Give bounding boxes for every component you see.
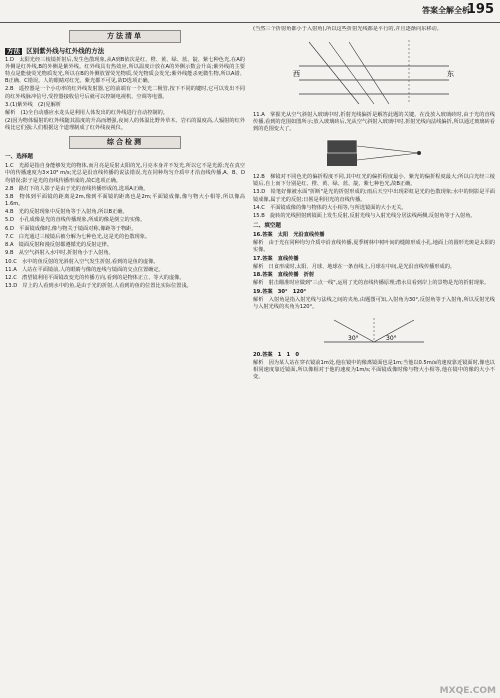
left-column xyxy=(5,26,245,694)
reflection-figure xyxy=(314,314,434,348)
choice-answer: 4.B 光的反射现象中反射角等于入射角,所以B正确。 xyxy=(5,209,128,216)
choice-answer: 1.C 光源是指自身能够发光的物体,而月亮是反射太阳的光,月亮本身并不发光,所以它不是光源;光在真空中的传播速度为3×10⁸ m/s;光总是沿直线传播的说法错误,光在同种均匀介质中才沿直线传播,A、B、D均错误;影子是光的直线传播形成的,故C选项正确。 xyxy=(5,163,245,184)
choice-answer: 7.C 白光通过三棱镜后被分解为七种色光,这是光的色散现象。 xyxy=(5,233,151,240)
answer-15: 15.B 旋转的光线照射到镜面上发生反射,反射光线与入射光线分居法线两侧,反射角等于入射角。 xyxy=(253,212,476,219)
answer-18-explain: 解析 射击瞄准时应做到"三点一线",运用了光的直线传播原理;潜水员看到岸上的景物是光的折射现象。 xyxy=(253,280,490,287)
glass-block-figure xyxy=(319,136,429,170)
answer-13: 13.D 铅笔好像被水面"折断"是光的折射形成的;雨后天空中出现彩虹是光的色散现象;水中的倒影是平面镜成像,属于光的反射;日晷是利用光的直线传播。 xyxy=(253,189,495,203)
west-label: 西 xyxy=(293,70,300,79)
east-label: 东 xyxy=(447,70,454,79)
eye-point xyxy=(417,151,421,155)
method-title: 区别紫外线与红外线的方法 xyxy=(26,47,105,56)
choice-answer: 9.B 从空气斜射入水中时,折射角小于入射角。 xyxy=(5,250,114,257)
answer-18: 18.答案 直线传播 折射 xyxy=(253,272,315,279)
answer-20: 20.答案 1 1 0 xyxy=(253,351,299,358)
answer-3-explain-1: 解析 (1)全自动感应水龙头是利用人体发出的红外线进行自动控制的。 xyxy=(5,109,168,116)
answer-17: 17.答案 直线传播 xyxy=(253,255,299,262)
choice-answer: 8.A 镜面反射和漫反射都遵循光的反射定律。 xyxy=(5,242,113,249)
page-header xyxy=(0,0,500,23)
right-column xyxy=(253,26,495,694)
angle-label: 30° xyxy=(386,334,397,342)
answer-3: 3.(1)紫外线 (2)见解析 xyxy=(5,101,61,108)
ray-line xyxy=(349,42,389,104)
answer-2: 2.B 遥控器是一个小功率的红外线发射器,它的前端有一个发光二极管,按下不同的键时,它可以发出不同的红外线脉冲信号,受控器接收信号后就可以控制电视机、空调等电器。 xyxy=(5,86,245,100)
choice-answer: 13.D 岸上的人看到水中的鱼,是由于光的折射,人看到的鱼的位置比实际位置浅。 xyxy=(5,283,192,290)
answer-1: 1.D 太阳光经三棱镜折射后,发生色散现象,从A到B依次是红、橙、黄、绿、蓝、靛、紫七种色光,在A的外侧是红外线,B的外侧是紫外线。红外线具有热效应,所以温度计放在A的外侧示数会升高;紫外线的主要特点是能使荧光物质发光,所以在B的外侧放置荧光物质,荧光物质会发光;紫外线能杀死微生物,所以A错、B正确、C错误。人的眼睛对红光、紫光都不可见,故D选项正确。 xyxy=(5,57,245,85)
choice-answer: 12.C 潜望镜利用平面镜改变光的传播方向,看到的是物体正立、等大的虚像。 xyxy=(5,275,185,282)
page-number: 195 xyxy=(466,2,494,17)
method-banner: 方法清单 xyxy=(69,30,181,43)
answer-3-explain-2: (2)因为物体辐射的红外线随其温度的升高而增强,夜间人的体温比野外草木、岩石的温度高,人辐射的红外线比它们强;人们根据这个道理制成了红外线夜视仪。 xyxy=(5,118,245,132)
section-choice: 一、选择题 xyxy=(5,154,33,161)
method-tag: 方法 xyxy=(7,47,20,56)
choice-answer: 10.C 水中的鱼反射的光斜射入空气发生折射,看到的是鱼的虚像。 xyxy=(5,258,159,265)
section-fill: 二、填空题 xyxy=(253,223,281,230)
refraction-figure xyxy=(289,36,459,108)
method-heading xyxy=(5,48,245,55)
answer-17-explain: 解析 日食形成时,太阳、月球、地球在一条直线上,月球在中间,是光沿直线传播形成的。 xyxy=(253,263,456,270)
answer-16: 16.答案 太阳 光沿直线传播 xyxy=(253,232,325,239)
choice-answer: 11.A 人站在平面镜前,人的眼睛与像的连线与镜面的交点位置确定。 xyxy=(5,266,164,273)
answer-12: 12.B 梯镜对不同色光的偏折程度不同,其中红光的偏折程度最小、紫光的偏折程度最大;所以白光经三棱镜后,自上而下分别是红、橙、黄、绿、蓝、靛、紫七种色光,故B正确。 xyxy=(253,174,495,188)
answer-20-explain: 解析 因为某人站在穿衣镜前1m处,他在镜中的像离镜面也是1m;当他以0.5m/s的速度靠近镜面时,像也以相同速度靠近镜面,所以像相对于他的速度为1m/s;平面镜成像时像与物大小相等,他在镜中的像的大小不变。 xyxy=(253,360,495,381)
answer-16-explain: 解析 由于光在同种均匀介质中沿直线传播,夏季树林中树叶间的缝隙形成小孔,地面上的圆形光斑是太阳的实像。 xyxy=(253,240,495,254)
choice-answers xyxy=(5,163,245,290)
answer-11: 11.A 掌握光从空气斜射入玻璃中时,折射光线偏折是解答此题的关键。在没放入玻璃砖时,由于光的直线传播,看到的范围如图所示;放入玻璃砖后,光从空气斜射入玻璃中时,折射光线向法线偏折,所以通过玻璃砖看到的范围变大了。 xyxy=(253,112,495,133)
header-tag: 答案全解全析 xyxy=(422,6,470,15)
test-banner: 综合检测 xyxy=(69,136,181,149)
choice-answer: 3.B 物体到平面镜的距离是2m,像到平面镜的距离也是2m;平面镜成像,像与物大小相等,所以像高1.6m。 xyxy=(5,193,245,208)
choice-answer: 2.B 路灯下的人影子是由于光的直线传播形成的,选项A正确。 xyxy=(5,185,149,192)
choice-answer: 5.D 小孔成像是光的直线传播现象,所成的像是倒立的实像。 xyxy=(5,217,146,224)
answer-19-explain: 解析 入射角是指入射光线与法线之间的夹角,由题图可知,入射角为30°,反射角等于入射角,所以反射光线与入射光线的夹角为120°。 xyxy=(253,296,495,310)
watermark: MXQE.COM xyxy=(439,686,496,696)
answer-14: 14.C 平面镜成像的像与物体的大小相等,与所选镜面的大小无关。 xyxy=(253,204,407,211)
carry-over-text: (当然三个折射角都小于入射角),所以这些折射光线都是平行的,并且逐渐向东移动。 xyxy=(253,26,442,32)
answer-19: 19.答案 30° 120° xyxy=(253,288,307,295)
choice-answer: 6.D 平面镜成像时,像与物关于镜面对称,像距等于物距。 xyxy=(5,225,137,232)
angle-label: 30° xyxy=(348,334,359,342)
